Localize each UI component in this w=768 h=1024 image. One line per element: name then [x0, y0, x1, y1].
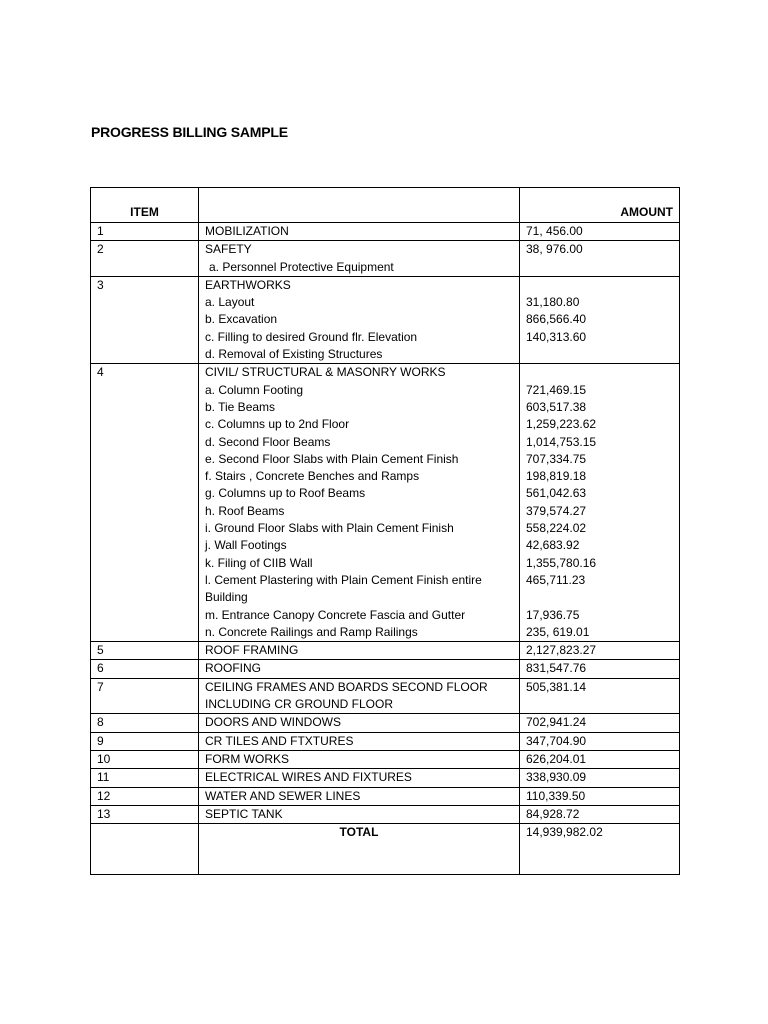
item-number: 11: [91, 769, 199, 787]
header-item: ITEM: [91, 188, 199, 223]
item-amount-cell: [520, 750, 680, 768]
item-amount: 465,711.23: [526, 572, 586, 587]
item-number: 9: [91, 732, 199, 750]
item-description: EARTHWORKS: [205, 277, 291, 292]
item-amount: 626,204.01: [526, 751, 587, 766]
total-label: TOTAL: [199, 824, 520, 875]
table-row: [91, 660, 680, 678]
item-amount-cell: [520, 660, 680, 678]
item-amount: 347,704.90: [526, 733, 587, 748]
total-amount: 14,939,982.02: [520, 824, 680, 875]
item-description-cell: [199, 642, 520, 660]
item-amount: [526, 364, 673, 381]
item-number: 2: [91, 241, 199, 277]
sub-item-description: e. Second Floor Slabs with Plain Cement Finish: [205, 451, 459, 466]
item-amount: 558,224.02: [526, 521, 587, 536]
item-number: 13: [91, 805, 199, 823]
item-description: ELECTRICAL WIRES AND FIXTURES: [205, 770, 412, 785]
item-number: 4: [91, 364, 199, 642]
item-description-cell: [199, 787, 520, 805]
item-description: FORM WORKS: [205, 751, 289, 766]
item-number: 8: [91, 714, 199, 732]
table-row: [91, 732, 680, 750]
table-row: [91, 787, 680, 805]
item-amount-cell: [520, 223, 680, 241]
table-row: [91, 750, 680, 768]
sub-item-description: k. Filing of CIIB Wall: [205, 555, 313, 570]
item-description-cell: [199, 276, 520, 363]
item-amount: 1,259,223.62: [526, 417, 597, 432]
item-amount-cell: [520, 241, 680, 277]
sub-item-description: INCLUDING CR GROUND FLOOR: [205, 697, 394, 712]
item-amount: 603,517.38: [526, 399, 587, 414]
table-row: [91, 276, 680, 363]
sub-item-description: j. Wall Footings: [205, 538, 287, 553]
item-amount: 71, 456.00: [526, 224, 583, 238]
sub-item-description: d. Removal of Existing Structures: [205, 347, 383, 362]
sub-item-description: h. Roof Beams: [205, 503, 285, 518]
item-amount-cell: [520, 276, 680, 363]
item-amount: 198,819.18: [526, 469, 587, 484]
item-amount: 1,014,753.15: [526, 434, 597, 449]
progress-billing-table: [90, 187, 680, 875]
item-amount-cell: [520, 732, 680, 750]
item-amount: 17,936.75: [526, 607, 580, 622]
item-description: DOORS AND WINDOWS: [205, 715, 342, 730]
item-description-cell: [199, 750, 520, 768]
item-description: ROOF FRAMING: [205, 643, 299, 658]
table-row: [91, 678, 680, 714]
item-description: CIVIL/ STRUCTURAL & MASONRY WORKS: [205, 365, 446, 380]
item-description: SEPTIC TANK: [205, 806, 283, 821]
sub-item-description: g. Columns up to Roof Beams: [205, 486, 366, 501]
item-description: WATER AND SEWER LINES: [205, 788, 361, 803]
item-amount: [526, 346, 673, 363]
item-description-cell: [199, 732, 520, 750]
document-title: PROGRESS BILLING SAMPLE: [91, 124, 288, 140]
sub-item-description: i. Ground Floor Slabs with Plain Cement Finish: [205, 521, 454, 536]
item-amount: 140,313.60: [526, 329, 587, 344]
item-description-cell: [199, 714, 520, 732]
total-row: [91, 824, 680, 875]
item-number: 10: [91, 750, 199, 768]
sub-item-description: a. Personnel Protective Equipment: [209, 259, 394, 274]
item-description: CR TILES AND FTXTURES: [205, 733, 354, 748]
item-amount-cell: [520, 364, 680, 642]
item-amount-cell: [520, 787, 680, 805]
item-amount: 1,355,780.16: [526, 555, 597, 570]
item-amount: [526, 259, 673, 276]
item-amount: 866,566.40: [526, 312, 587, 327]
table-row: [91, 769, 680, 787]
item-amount-cell: [520, 642, 680, 660]
item-description: CEILING FRAMES AND BOARDS SECOND FLOOR: [205, 679, 488, 694]
item-amount: [526, 696, 673, 713]
sub-item-description: c. Columns up to 2nd Floor: [205, 417, 350, 432]
item-amount-cell: [520, 805, 680, 823]
item-amount: 235, 619.01: [526, 624, 590, 639]
total-item-cell: [91, 824, 199, 875]
item-description: SAFETY: [205, 242, 252, 257]
sub-item-description: l. Cement Plastering with Plain Cement Finish entire: [205, 572, 482, 587]
table-body: [91, 223, 680, 824]
sub-item-description: n. Concrete Railings and Ramp Railings: [205, 624, 418, 639]
table-header-row: [91, 188, 680, 223]
sub-item-description: b. Tie Beams: [205, 399, 276, 414]
item-description-cell: [199, 660, 520, 678]
item-amount: 379,574.27: [526, 503, 587, 518]
header-amount: AMOUNT: [520, 188, 680, 223]
sub-item-description: a. Layout: [205, 295, 255, 310]
table-row: [91, 642, 680, 660]
sub-item-description: Building: [205, 590, 248, 605]
item-amount-cell: [520, 678, 680, 714]
sub-item-description: d. Second Floor Beams: [205, 434, 331, 449]
sub-item-description: c. Filling to desired Ground flr. Elevation: [205, 329, 418, 344]
item-description-cell: [199, 769, 520, 787]
item-amount: 338,930.09: [526, 770, 587, 785]
item-amount: 31,180.80: [526, 295, 580, 310]
item-number: 5: [91, 642, 199, 660]
item-description-cell: [199, 241, 520, 277]
item-description-cell: [199, 805, 520, 823]
item-amount: 702,941.24: [526, 715, 587, 730]
item-description-cell: [199, 678, 520, 714]
item-amount: [526, 589, 673, 606]
item-description: MOBILIZATION: [205, 224, 289, 238]
table-row: [91, 364, 680, 642]
header-description: [199, 188, 520, 223]
item-description-cell: [199, 364, 520, 642]
item-amount-cell: [520, 769, 680, 787]
item-description-cell: [199, 223, 520, 241]
item-number: 7: [91, 678, 199, 714]
item-amount-cell: [520, 714, 680, 732]
table-row: [91, 805, 680, 823]
item-amount: 707,334.75: [526, 451, 587, 466]
item-amount: 110,339.50: [526, 788, 586, 803]
item-amount: 84,928.72: [526, 806, 580, 821]
sub-item-description: b. Excavation: [205, 312, 278, 327]
item-description: ROOFING: [205, 661, 261, 676]
item-number: 6: [91, 660, 199, 678]
item-number: 12: [91, 787, 199, 805]
item-number: 3: [91, 276, 199, 363]
item-amount: 831,547.76: [526, 661, 587, 676]
sub-item-description: f. Stairs , Concrete Benches and Ramps: [205, 469, 420, 484]
table-row: [91, 223, 680, 241]
item-amount: 721,469.15: [526, 382, 587, 397]
item-amount: 42,683.92: [526, 538, 580, 553]
sub-item-description: m. Entrance Canopy Concrete Fascia and Gutter: [205, 607, 466, 622]
item-amount: 561,042.63: [526, 486, 587, 501]
item-number: 1: [91, 223, 199, 241]
table-row: [91, 714, 680, 732]
item-amount: [526, 277, 673, 294]
item-amount: 2,127,823.27: [526, 643, 597, 658]
item-amount: 38, 976.00: [526, 242, 583, 257]
sub-item-description: a. Column Footing: [205, 382, 304, 397]
table-row: [91, 241, 680, 277]
item-amount: 505,381.14: [526, 679, 587, 694]
